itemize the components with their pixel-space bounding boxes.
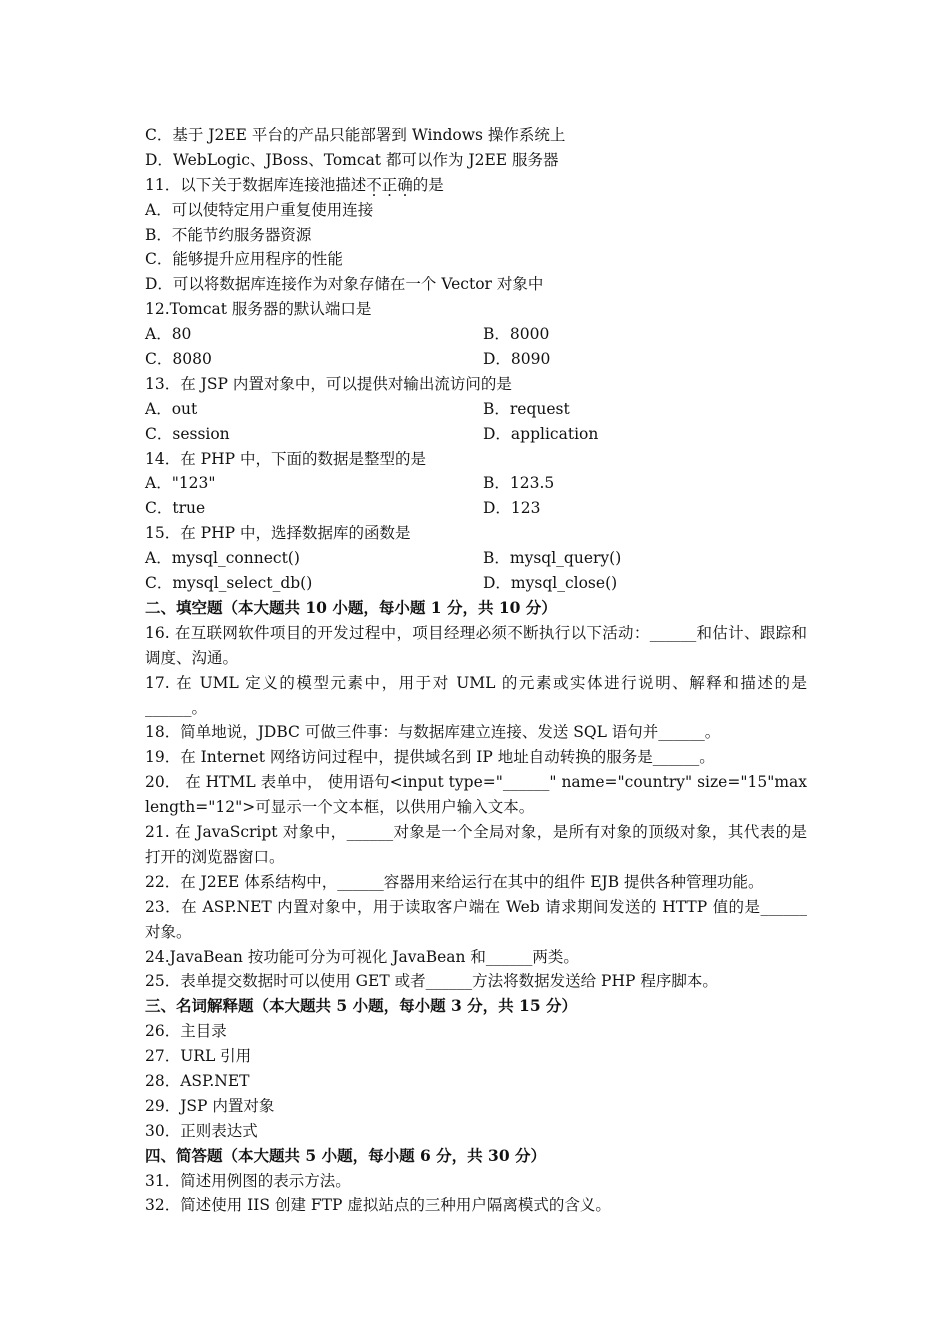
q12-option-c: C．8080 [145, 350, 212, 369]
q11-stem-prefix: 11．以下关于数据库连接池描述 [145, 175, 367, 194]
q14-options-row-1 [145, 471, 807, 496]
q14-option-c: C．true [145, 499, 206, 518]
q32: 32．简述使用 IIS 创建 FTP 虚拟站点的三种用户隔离模式的含义。 [145, 1196, 611, 1215]
q25: 25．表单提交数据时可以使用 GET 或者______方法将数据发送给 PHP 程序脚本。 [145, 972, 718, 991]
q13-options-row-2 [145, 422, 807, 447]
q15-options-row-2 [145, 571, 807, 596]
q12-option-b: B．8000 [483, 325, 550, 344]
section-3-heading: 三、名词解释题（本大题共 5 小题，每小题 3 分，共 15 分） [145, 996, 578, 1016]
q13-option-c: C．session [145, 424, 230, 443]
q11-option-a: A．可以使特定用户重复使用连接 [145, 200, 374, 219]
q15-option-d: D．mysql_close() [483, 574, 618, 593]
q11-stem-suffix: 的是 [412, 175, 444, 194]
q31: 31．简述用例图的表示方法。 [145, 1171, 351, 1190]
q24: 24.JavaBean 按功能可分为可视化 JavaBean 和______两类。 [145, 947, 579, 966]
q10-option-c: C．基于 J2EE 平台的产品只能部署到 Windows 操作系统上 [145, 126, 566, 144]
section-4-heading: 四、简答题（本大题共 5 小题，每小题 6 分，共 30 分） [145, 1145, 547, 1165]
q23: 23．在 ASP.NET 内置对象中，用于读取客户端在 Web 请求期间发送的 HTTP 值的是______对象。 [145, 897, 807, 941]
q12-stem: 12.Tomcat 服务器的默认端口是 [145, 300, 372, 319]
q11-option-c: C．能够提升应用程序的性能 [145, 250, 343, 269]
q12-options-row-1 [145, 322, 807, 347]
q14-option-b: B．123.5 [483, 474, 555, 493]
q11-option-d: D．可以将数据库连接作为对象存储在一个 Vector 对象中 [145, 275, 544, 294]
q13-option-a: A．out [145, 399, 198, 418]
q28: 28．ASP.NET [145, 1072, 250, 1090]
q22: 22．在 J2EE 体系结构中，______容器用来给运行在其中的组件 EJB 提供各种管理功能。 [145, 872, 764, 891]
q30: 30．正则表达式 [145, 1121, 258, 1140]
q11-emphasis-3: 确 [397, 175, 413, 194]
q14-option-d: D．123 [483, 499, 541, 518]
q11-stem [145, 173, 807, 198]
q19: 19．在 Internet 网络访问过程中，提供域名到 IP 地址自动转换的服务是______。 [145, 748, 715, 767]
q15-option-c: C．mysql_select_db() [145, 574, 313, 593]
q13-option-d: D．application [483, 424, 599, 443]
q12-option-a: A．80 [145, 325, 192, 344]
q16: 16. 在互联网软件项目的开发过程中，项目经理必须不断执行以下活动：______和估计、跟踪和调度、沟通。 [145, 623, 807, 667]
q15-options-row-1 [145, 546, 807, 571]
q11-option-b: B．不能节约服务器资源 [145, 225, 312, 244]
q15-option-a: A．mysql_connect() [145, 549, 300, 568]
q13-options-row-1 [145, 397, 807, 422]
exam-page [145, 123, 807, 1218]
q12-options-row-2 [145, 347, 807, 372]
q13-option-b: B．request [483, 399, 570, 418]
section-2-heading: 二、填空题（本大题共 10 小题，每小题 1 分，共 10 分） [145, 597, 557, 617]
q15-option-b: B．mysql_query() [483, 549, 622, 568]
q21: 21. 在 JavaScript 对象中，______对象是一个全局对象，是所有对象的顶级对象，其代表的是打开的浏览器窗口。 [145, 823, 807, 866]
q27: 27．URL 引用 [145, 1047, 252, 1066]
q10-option-d: D．WebLogic、JBoss、Tomcat 都可以作为 J2EE 服务器 [145, 150, 559, 169]
q12-option-d: D．8090 [483, 350, 551, 369]
q20: 20． 在 HTML 表单中， 使用语句<input type="______" name="country" size="15"maxlength="12">可显示一个文本框，以供用户输入文本。 [145, 773, 807, 817]
q14-options-row-2 [145, 496, 807, 521]
q14-stem: 14．在 PHP 中，下面的数据是整型的是 [145, 449, 426, 468]
q17: 17. 在 UML 定义的模型元素中，用于对 UML 的元素或实体进行说明、解释和描述的是______。 [145, 673, 807, 717]
q14-option-a: A．"123" [145, 474, 216, 493]
q26: 26．主目录 [145, 1022, 227, 1041]
q18: 18．简单地说，JDBC 可做三件事：与数据库建立连接、发送 SQL 语句并______。 [145, 723, 721, 742]
q11-emphasis-2: 正 [381, 175, 398, 194]
q13-stem: 13．在 JSP 内置对象中，可以提供对输出流访问的是 [145, 374, 512, 393]
q15-stem: 15．在 PHP 中，选择数据库的函数是 [145, 524, 411, 543]
q29: 29．JSP 内置对象 [145, 1096, 275, 1115]
q11-emphasis-1: 不 [366, 175, 382, 194]
